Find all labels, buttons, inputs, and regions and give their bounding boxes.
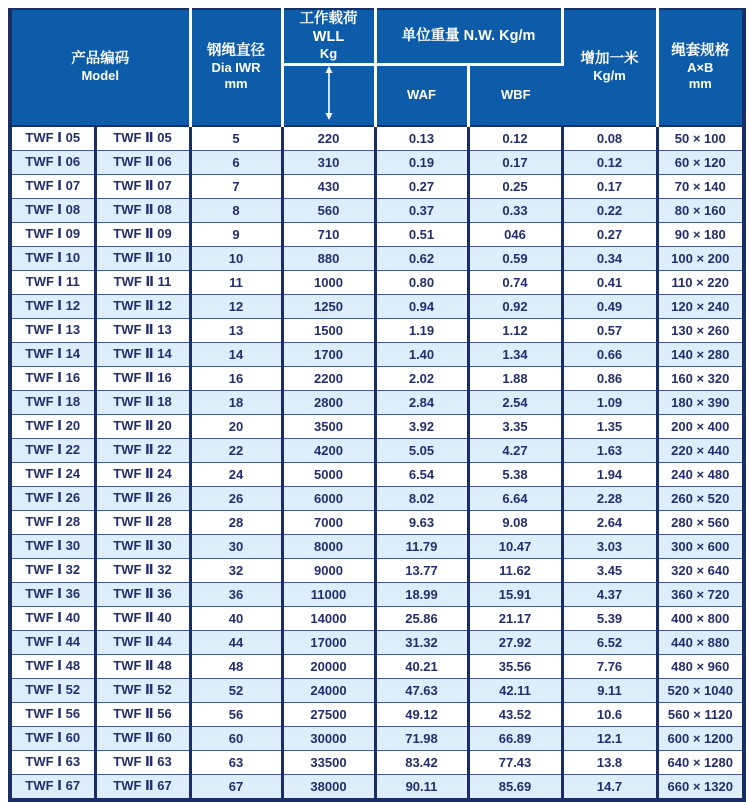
sleeve-size-cell: 120 × 240 bbox=[657, 294, 744, 318]
wll-cell: 27500 bbox=[282, 702, 375, 726]
sleeve-size-cell: 160 × 320 bbox=[657, 366, 744, 390]
model-type1-cell: TWF Ⅰ 60 bbox=[10, 726, 95, 750]
waf-weight-cell: 9.63 bbox=[375, 510, 468, 534]
per-meter-cell: 0.86 bbox=[562, 366, 657, 390]
model-type1-cell: TWF Ⅰ 05 bbox=[10, 126, 95, 151]
table-row bbox=[10, 366, 744, 390]
waf-weight-cell: 47.63 bbox=[375, 678, 468, 702]
per-meter-cell: 12.1 bbox=[562, 726, 657, 750]
header-per-meter-unit: Kg/m bbox=[593, 68, 626, 84]
per-meter-cell: 0.41 bbox=[562, 270, 657, 294]
table-row bbox=[10, 438, 744, 462]
model-type2-cell: TWF Ⅱ 44 bbox=[95, 630, 190, 654]
wbf-weight-cell: 0.17 bbox=[468, 150, 562, 174]
wll-cell: 220 bbox=[282, 126, 375, 151]
model-type1-cell: TWF Ⅰ 63 bbox=[10, 750, 95, 774]
diameter-cell: 12 bbox=[190, 294, 282, 318]
wbf-weight-cell: 0.74 bbox=[468, 270, 562, 294]
per-meter-cell: 10.6 bbox=[562, 702, 657, 726]
per-meter-cell: 0.57 bbox=[562, 318, 657, 342]
table-row bbox=[10, 222, 744, 246]
waf-weight-cell: 0.19 bbox=[375, 150, 468, 174]
wll-cell: 20000 bbox=[282, 654, 375, 678]
header-unit-weight bbox=[375, 9, 562, 64]
sleeve-size-cell: 70 × 140 bbox=[657, 174, 744, 198]
table-row bbox=[10, 654, 744, 678]
sleeve-size-cell: 440 × 880 bbox=[657, 630, 744, 654]
diameter-cell: 44 bbox=[190, 630, 282, 654]
diameter-cell: 60 bbox=[190, 726, 282, 750]
sleeve-size-cell: 180 × 390 bbox=[657, 390, 744, 414]
header-wll bbox=[282, 9, 375, 64]
sleeve-size-cell: 260 × 520 bbox=[657, 486, 744, 510]
sleeve-size-cell: 60 × 120 bbox=[657, 150, 744, 174]
waf-weight-cell: 0.62 bbox=[375, 246, 468, 270]
model-type1-cell: TWF Ⅰ 08 bbox=[10, 198, 95, 222]
table-row bbox=[10, 462, 744, 486]
wll-cell: 2200 bbox=[282, 366, 375, 390]
model-type2-cell: TWF Ⅱ 36 bbox=[95, 582, 190, 606]
vertical-double-arrow-icon bbox=[323, 66, 335, 120]
model-type2-cell: TWF Ⅱ 40 bbox=[95, 606, 190, 630]
per-meter-cell: 0.12 bbox=[562, 150, 657, 174]
wbf-weight-cell: 42.11 bbox=[468, 678, 562, 702]
table-row bbox=[10, 270, 744, 294]
model-type1-cell: TWF Ⅰ 32 bbox=[10, 558, 95, 582]
per-meter-cell: 5.39 bbox=[562, 606, 657, 630]
waf-weight-cell: 0.80 bbox=[375, 270, 468, 294]
waf-weight-cell: 1.19 bbox=[375, 318, 468, 342]
model-type2-cell: TWF Ⅱ 26 bbox=[95, 486, 190, 510]
table-row bbox=[10, 774, 744, 800]
wll-cell: 38000 bbox=[282, 774, 375, 800]
model-type2-cell: TWF Ⅱ 32 bbox=[95, 558, 190, 582]
model-type2-cell: TWF Ⅱ 56 bbox=[95, 702, 190, 726]
model-type2-cell: TWF Ⅱ 30 bbox=[95, 534, 190, 558]
wll-cell: 1700 bbox=[282, 342, 375, 366]
diameter-cell: 52 bbox=[190, 678, 282, 702]
model-type2-cell: TWF Ⅱ 48 bbox=[95, 654, 190, 678]
header-wll-length-cell bbox=[282, 64, 375, 126]
wbf-weight-cell: 10.47 bbox=[468, 534, 562, 558]
model-type1-cell: TWF Ⅰ 30 bbox=[10, 534, 95, 558]
per-meter-cell: 4.37 bbox=[562, 582, 657, 606]
table-row bbox=[10, 294, 744, 318]
diameter-cell: 6 bbox=[190, 150, 282, 174]
table-row bbox=[10, 726, 744, 750]
diameter-cell: 20 bbox=[190, 414, 282, 438]
per-meter-cell: 0.08 bbox=[562, 126, 657, 151]
table-row bbox=[10, 582, 744, 606]
header-model-zh: 产品编码 bbox=[71, 51, 130, 68]
wll-cell: 4200 bbox=[282, 438, 375, 462]
wll-cell: 14000 bbox=[282, 606, 375, 630]
wbf-weight-cell: 43.52 bbox=[468, 702, 562, 726]
wll-cell: 1250 bbox=[282, 294, 375, 318]
table-row bbox=[10, 126, 744, 151]
model-type2-cell: TWF Ⅱ 14 bbox=[95, 342, 190, 366]
wbf-weight-cell: 0.33 bbox=[468, 198, 562, 222]
per-meter-cell: 0.17 bbox=[562, 174, 657, 198]
wbf-weight-cell: 0.12 bbox=[468, 126, 562, 151]
diameter-cell: 11 bbox=[190, 270, 282, 294]
model-type2-cell: TWF Ⅱ 63 bbox=[95, 750, 190, 774]
table-body bbox=[10, 126, 744, 800]
header-wbf-label: WBF bbox=[500, 86, 531, 102]
diameter-cell: 30 bbox=[190, 534, 282, 558]
waf-weight-cell: 83.42 bbox=[375, 750, 468, 774]
diameter-cell: 48 bbox=[190, 654, 282, 678]
per-meter-cell: 2.28 bbox=[562, 486, 657, 510]
model-type2-cell: TWF Ⅱ 16 bbox=[95, 366, 190, 390]
diameter-cell: 13 bbox=[190, 318, 282, 342]
wbf-weight-cell: 9.08 bbox=[468, 510, 562, 534]
header-sleeve-unit: mm bbox=[688, 76, 712, 92]
sleeve-size-cell: 100 × 200 bbox=[657, 246, 744, 270]
wll-cell: 30000 bbox=[282, 726, 375, 750]
table-row bbox=[10, 606, 744, 630]
table-row bbox=[10, 534, 744, 558]
waf-weight-cell: 40.21 bbox=[375, 654, 468, 678]
model-type1-cell: TWF Ⅰ 52 bbox=[10, 678, 95, 702]
wll-cell: 3500 bbox=[282, 414, 375, 438]
diameter-cell: 16 bbox=[190, 366, 282, 390]
table-row bbox=[10, 414, 744, 438]
wll-cell: 8000 bbox=[282, 534, 375, 558]
wbf-weight-cell: 85.69 bbox=[468, 774, 562, 800]
header-diameter-zh: 钢绳直径 bbox=[207, 42, 265, 59]
wbf-weight-cell: 15.91 bbox=[468, 582, 562, 606]
table-row bbox=[10, 510, 744, 534]
wbf-weight-cell: 1.12 bbox=[468, 318, 562, 342]
sleeve-size-cell: 300 × 600 bbox=[657, 534, 744, 558]
waf-weight-cell: 0.37 bbox=[375, 198, 468, 222]
model-type1-cell: TWF Ⅰ 07 bbox=[10, 174, 95, 198]
wll-cell: 1000 bbox=[282, 270, 375, 294]
wbf-weight-cell: 046 bbox=[468, 222, 562, 246]
diameter-cell: 9 bbox=[190, 222, 282, 246]
diameter-cell: 18 bbox=[190, 390, 282, 414]
diameter-cell: 7 bbox=[190, 174, 282, 198]
model-type2-cell: TWF Ⅱ 06 bbox=[95, 150, 190, 174]
table-row bbox=[10, 342, 744, 366]
model-type2-cell: TWF Ⅱ 08 bbox=[95, 198, 190, 222]
model-type1-cell: TWF Ⅰ 12 bbox=[10, 294, 95, 318]
wll-cell: 5000 bbox=[282, 462, 375, 486]
diameter-cell: 24 bbox=[190, 462, 282, 486]
model-type1-cell: TWF Ⅰ 56 bbox=[10, 702, 95, 726]
waf-weight-cell: 2.84 bbox=[375, 390, 468, 414]
header-per-meter bbox=[562, 9, 657, 126]
table-row bbox=[10, 630, 744, 654]
model-type2-cell: TWF Ⅱ 67 bbox=[95, 774, 190, 800]
sleeve-size-cell: 280 × 560 bbox=[657, 510, 744, 534]
table-row bbox=[10, 246, 744, 270]
diameter-cell: 8 bbox=[190, 198, 282, 222]
diameter-cell: 26 bbox=[190, 486, 282, 510]
model-type2-cell: TWF Ⅱ 20 bbox=[95, 414, 190, 438]
model-type1-cell: TWF Ⅰ 13 bbox=[10, 318, 95, 342]
waf-weight-cell: 25.86 bbox=[375, 606, 468, 630]
sleeve-size-cell: 240 × 480 bbox=[657, 462, 744, 486]
header-diameter bbox=[190, 9, 282, 126]
per-meter-cell: 6.52 bbox=[562, 630, 657, 654]
per-meter-cell: 2.64 bbox=[562, 510, 657, 534]
sleeve-size-cell: 130 × 260 bbox=[657, 318, 744, 342]
diameter-cell: 28 bbox=[190, 510, 282, 534]
model-type1-cell: TWF Ⅰ 09 bbox=[10, 222, 95, 246]
waf-weight-cell: 0.51 bbox=[375, 222, 468, 246]
wbf-weight-cell: 27.92 bbox=[468, 630, 562, 654]
header-wbf bbox=[468, 64, 562, 126]
wll-cell: 11000 bbox=[282, 582, 375, 606]
sleeve-size-cell: 80 × 160 bbox=[657, 198, 744, 222]
per-meter-cell: 7.76 bbox=[562, 654, 657, 678]
sleeve-size-cell: 320 × 640 bbox=[657, 558, 744, 582]
wll-cell: 33500 bbox=[282, 750, 375, 774]
wbf-weight-cell: 1.34 bbox=[468, 342, 562, 366]
per-meter-cell: 0.27 bbox=[562, 222, 657, 246]
diameter-cell: 10 bbox=[190, 246, 282, 270]
waf-weight-cell: 13.77 bbox=[375, 558, 468, 582]
diameter-cell: 63 bbox=[190, 750, 282, 774]
model-type1-cell: TWF Ⅰ 10 bbox=[10, 246, 95, 270]
wll-cell: 24000 bbox=[282, 678, 375, 702]
per-meter-cell: 1.94 bbox=[562, 462, 657, 486]
diameter-cell: 5 bbox=[190, 126, 282, 151]
sleeve-size-cell: 600 × 1200 bbox=[657, 726, 744, 750]
wbf-weight-cell: 1.88 bbox=[468, 366, 562, 390]
per-meter-cell: 0.34 bbox=[562, 246, 657, 270]
waf-weight-cell: 1.40 bbox=[375, 342, 468, 366]
wbf-weight-cell: 0.59 bbox=[468, 246, 562, 270]
wbf-weight-cell: 11.62 bbox=[468, 558, 562, 582]
model-type2-cell: TWF Ⅱ 52 bbox=[95, 678, 190, 702]
waf-weight-cell: 6.54 bbox=[375, 462, 468, 486]
diameter-cell: 36 bbox=[190, 582, 282, 606]
wll-cell: 2800 bbox=[282, 390, 375, 414]
header-waf-label: WAF bbox=[407, 86, 436, 102]
diameter-cell: 56 bbox=[190, 702, 282, 726]
wbf-weight-cell: 3.35 bbox=[468, 414, 562, 438]
model-type1-cell: TWF Ⅰ 40 bbox=[10, 606, 95, 630]
table-row bbox=[10, 558, 744, 582]
model-type2-cell: TWF Ⅱ 28 bbox=[95, 510, 190, 534]
per-meter-cell: 14.7 bbox=[562, 774, 657, 800]
diameter-cell: 22 bbox=[190, 438, 282, 462]
model-type1-cell: TWF Ⅰ 28 bbox=[10, 510, 95, 534]
wll-cell: 17000 bbox=[282, 630, 375, 654]
wbf-weight-cell: 2.54 bbox=[468, 390, 562, 414]
table-row bbox=[10, 390, 744, 414]
sleeve-size-cell: 50 × 100 bbox=[657, 126, 744, 151]
per-meter-cell: 3.45 bbox=[562, 558, 657, 582]
sleeve-size-cell: 400 × 800 bbox=[657, 606, 744, 630]
model-type1-cell: TWF Ⅰ 67 bbox=[10, 774, 95, 800]
waf-weight-cell: 18.99 bbox=[375, 582, 468, 606]
wire-rope-sling-spec-table bbox=[8, 8, 746, 802]
per-meter-cell: 1.09 bbox=[562, 390, 657, 414]
model-type1-cell: TWF Ⅰ 11 bbox=[10, 270, 95, 294]
model-type2-cell: TWF Ⅱ 12 bbox=[95, 294, 190, 318]
model-type1-cell: TWF Ⅰ 20 bbox=[10, 414, 95, 438]
sleeve-size-cell: 110 × 220 bbox=[657, 270, 744, 294]
wbf-weight-cell: 66.89 bbox=[468, 726, 562, 750]
per-meter-cell: 13.8 bbox=[562, 750, 657, 774]
sleeve-size-cell: 140 × 280 bbox=[657, 342, 744, 366]
model-type2-cell: TWF Ⅱ 18 bbox=[95, 390, 190, 414]
sleeve-size-cell: 200 × 400 bbox=[657, 414, 744, 438]
wbf-weight-cell: 5.38 bbox=[468, 462, 562, 486]
header-sleeve-zh: 绳套规格 bbox=[671, 42, 730, 59]
header-unit-weight-zh: 单位重量 N.W. Kg/m bbox=[401, 28, 536, 45]
waf-weight-cell: 49.12 bbox=[375, 702, 468, 726]
model-type2-cell: TWF Ⅱ 60 bbox=[95, 726, 190, 750]
model-type2-cell: TWF Ⅱ 22 bbox=[95, 438, 190, 462]
wll-cell: 9000 bbox=[282, 558, 375, 582]
wbf-weight-cell: 4.27 bbox=[468, 438, 562, 462]
model-type2-cell: TWF Ⅱ 09 bbox=[95, 222, 190, 246]
wbf-weight-cell: 6.64 bbox=[468, 486, 562, 510]
sleeve-size-cell: 220 × 440 bbox=[657, 438, 744, 462]
header-sleeve bbox=[657, 9, 744, 126]
wbf-weight-cell: 77.43 bbox=[468, 750, 562, 774]
per-meter-cell: 0.22 bbox=[562, 198, 657, 222]
waf-weight-cell: 71.98 bbox=[375, 726, 468, 750]
sleeve-size-cell: 520 × 1040 bbox=[657, 678, 744, 702]
wbf-weight-cell: 0.92 bbox=[468, 294, 562, 318]
waf-weight-cell: 90.11 bbox=[375, 774, 468, 800]
table-row bbox=[10, 678, 744, 702]
per-meter-cell: 3.03 bbox=[562, 534, 657, 558]
table-header bbox=[10, 9, 744, 126]
waf-weight-cell: 3.92 bbox=[375, 414, 468, 438]
model-type1-cell: TWF Ⅰ 48 bbox=[10, 654, 95, 678]
model-type1-cell: TWF Ⅰ 26 bbox=[10, 486, 95, 510]
sleeve-size-cell: 560 × 1120 bbox=[657, 702, 744, 726]
header-wll-zh: 工作载荷 WLL bbox=[299, 11, 358, 46]
header-wll-unit: Kg bbox=[319, 46, 338, 62]
per-meter-cell: 1.35 bbox=[562, 414, 657, 438]
model-type1-cell: TWF Ⅰ 14 bbox=[10, 342, 95, 366]
wbf-weight-cell: 21.17 bbox=[468, 606, 562, 630]
sleeve-size-cell: 480 × 960 bbox=[657, 654, 744, 678]
model-type2-cell: TWF Ⅱ 24 bbox=[95, 462, 190, 486]
table-row bbox=[10, 486, 744, 510]
sleeve-size-cell: 660 × 1320 bbox=[657, 774, 744, 800]
table-row bbox=[10, 150, 744, 174]
per-meter-cell: 1.63 bbox=[562, 438, 657, 462]
header-sleeve-dims: A×B bbox=[687, 60, 714, 76]
wll-cell: 560 bbox=[282, 198, 375, 222]
model-type2-cell: TWF Ⅱ 11 bbox=[95, 270, 190, 294]
sleeve-size-cell: 360 × 720 bbox=[657, 582, 744, 606]
model-type1-cell: TWF Ⅰ 44 bbox=[10, 630, 95, 654]
wll-cell: 310 bbox=[282, 150, 375, 174]
waf-weight-cell: 0.13 bbox=[375, 126, 468, 151]
diameter-cell: 14 bbox=[190, 342, 282, 366]
model-type1-cell: TWF Ⅰ 36 bbox=[10, 582, 95, 606]
model-type1-cell: TWF Ⅰ 16 bbox=[10, 366, 95, 390]
header-diameter-en: Dia IWR bbox=[211, 60, 261, 76]
wll-cell: 880 bbox=[282, 246, 375, 270]
model-type2-cell: TWF Ⅱ 05 bbox=[95, 126, 190, 151]
waf-weight-cell: 0.94 bbox=[375, 294, 468, 318]
table-row bbox=[10, 318, 744, 342]
wll-cell: 430 bbox=[282, 174, 375, 198]
model-type2-cell: TWF Ⅱ 07 bbox=[95, 174, 190, 198]
waf-weight-cell: 5.05 bbox=[375, 438, 468, 462]
wll-cell: 6000 bbox=[282, 486, 375, 510]
per-meter-cell: 9.11 bbox=[562, 678, 657, 702]
waf-weight-cell: 11.79 bbox=[375, 534, 468, 558]
sleeve-size-cell: 640 × 1280 bbox=[657, 750, 744, 774]
waf-weight-cell: 0.27 bbox=[375, 174, 468, 198]
wbf-weight-cell: 35.56 bbox=[468, 654, 562, 678]
waf-weight-cell: 2.02 bbox=[375, 366, 468, 390]
header-per-meter-zh: 增加一米 bbox=[580, 51, 639, 68]
table-row bbox=[10, 750, 744, 774]
waf-weight-cell: 8.02 bbox=[375, 486, 468, 510]
header-model bbox=[10, 9, 190, 126]
waf-weight-cell: 31.32 bbox=[375, 630, 468, 654]
model-type1-cell: TWF Ⅰ 18 bbox=[10, 390, 95, 414]
model-type1-cell: TWF Ⅰ 22 bbox=[10, 438, 95, 462]
diameter-cell: 67 bbox=[190, 774, 282, 800]
wll-cell: 1500 bbox=[282, 318, 375, 342]
model-type2-cell: TWF Ⅱ 10 bbox=[95, 246, 190, 270]
wbf-weight-cell: 0.25 bbox=[468, 174, 562, 198]
diameter-cell: 40 bbox=[190, 606, 282, 630]
model-type2-cell: TWF Ⅱ 13 bbox=[95, 318, 190, 342]
wll-cell: 710 bbox=[282, 222, 375, 246]
wll-cell: 7000 bbox=[282, 510, 375, 534]
header-diameter-unit: mm bbox=[224, 76, 248, 92]
per-meter-cell: 0.66 bbox=[562, 342, 657, 366]
table-row bbox=[10, 702, 744, 726]
table-row bbox=[10, 174, 744, 198]
table-row bbox=[10, 198, 744, 222]
header-waf bbox=[375, 64, 468, 126]
header-model-en: Model bbox=[81, 68, 120, 84]
per-meter-cell: 0.49 bbox=[562, 294, 657, 318]
diameter-cell: 32 bbox=[190, 558, 282, 582]
sleeve-size-cell: 90 × 180 bbox=[657, 222, 744, 246]
model-type1-cell: TWF Ⅰ 06 bbox=[10, 150, 95, 174]
model-type1-cell: TWF Ⅰ 24 bbox=[10, 462, 95, 486]
